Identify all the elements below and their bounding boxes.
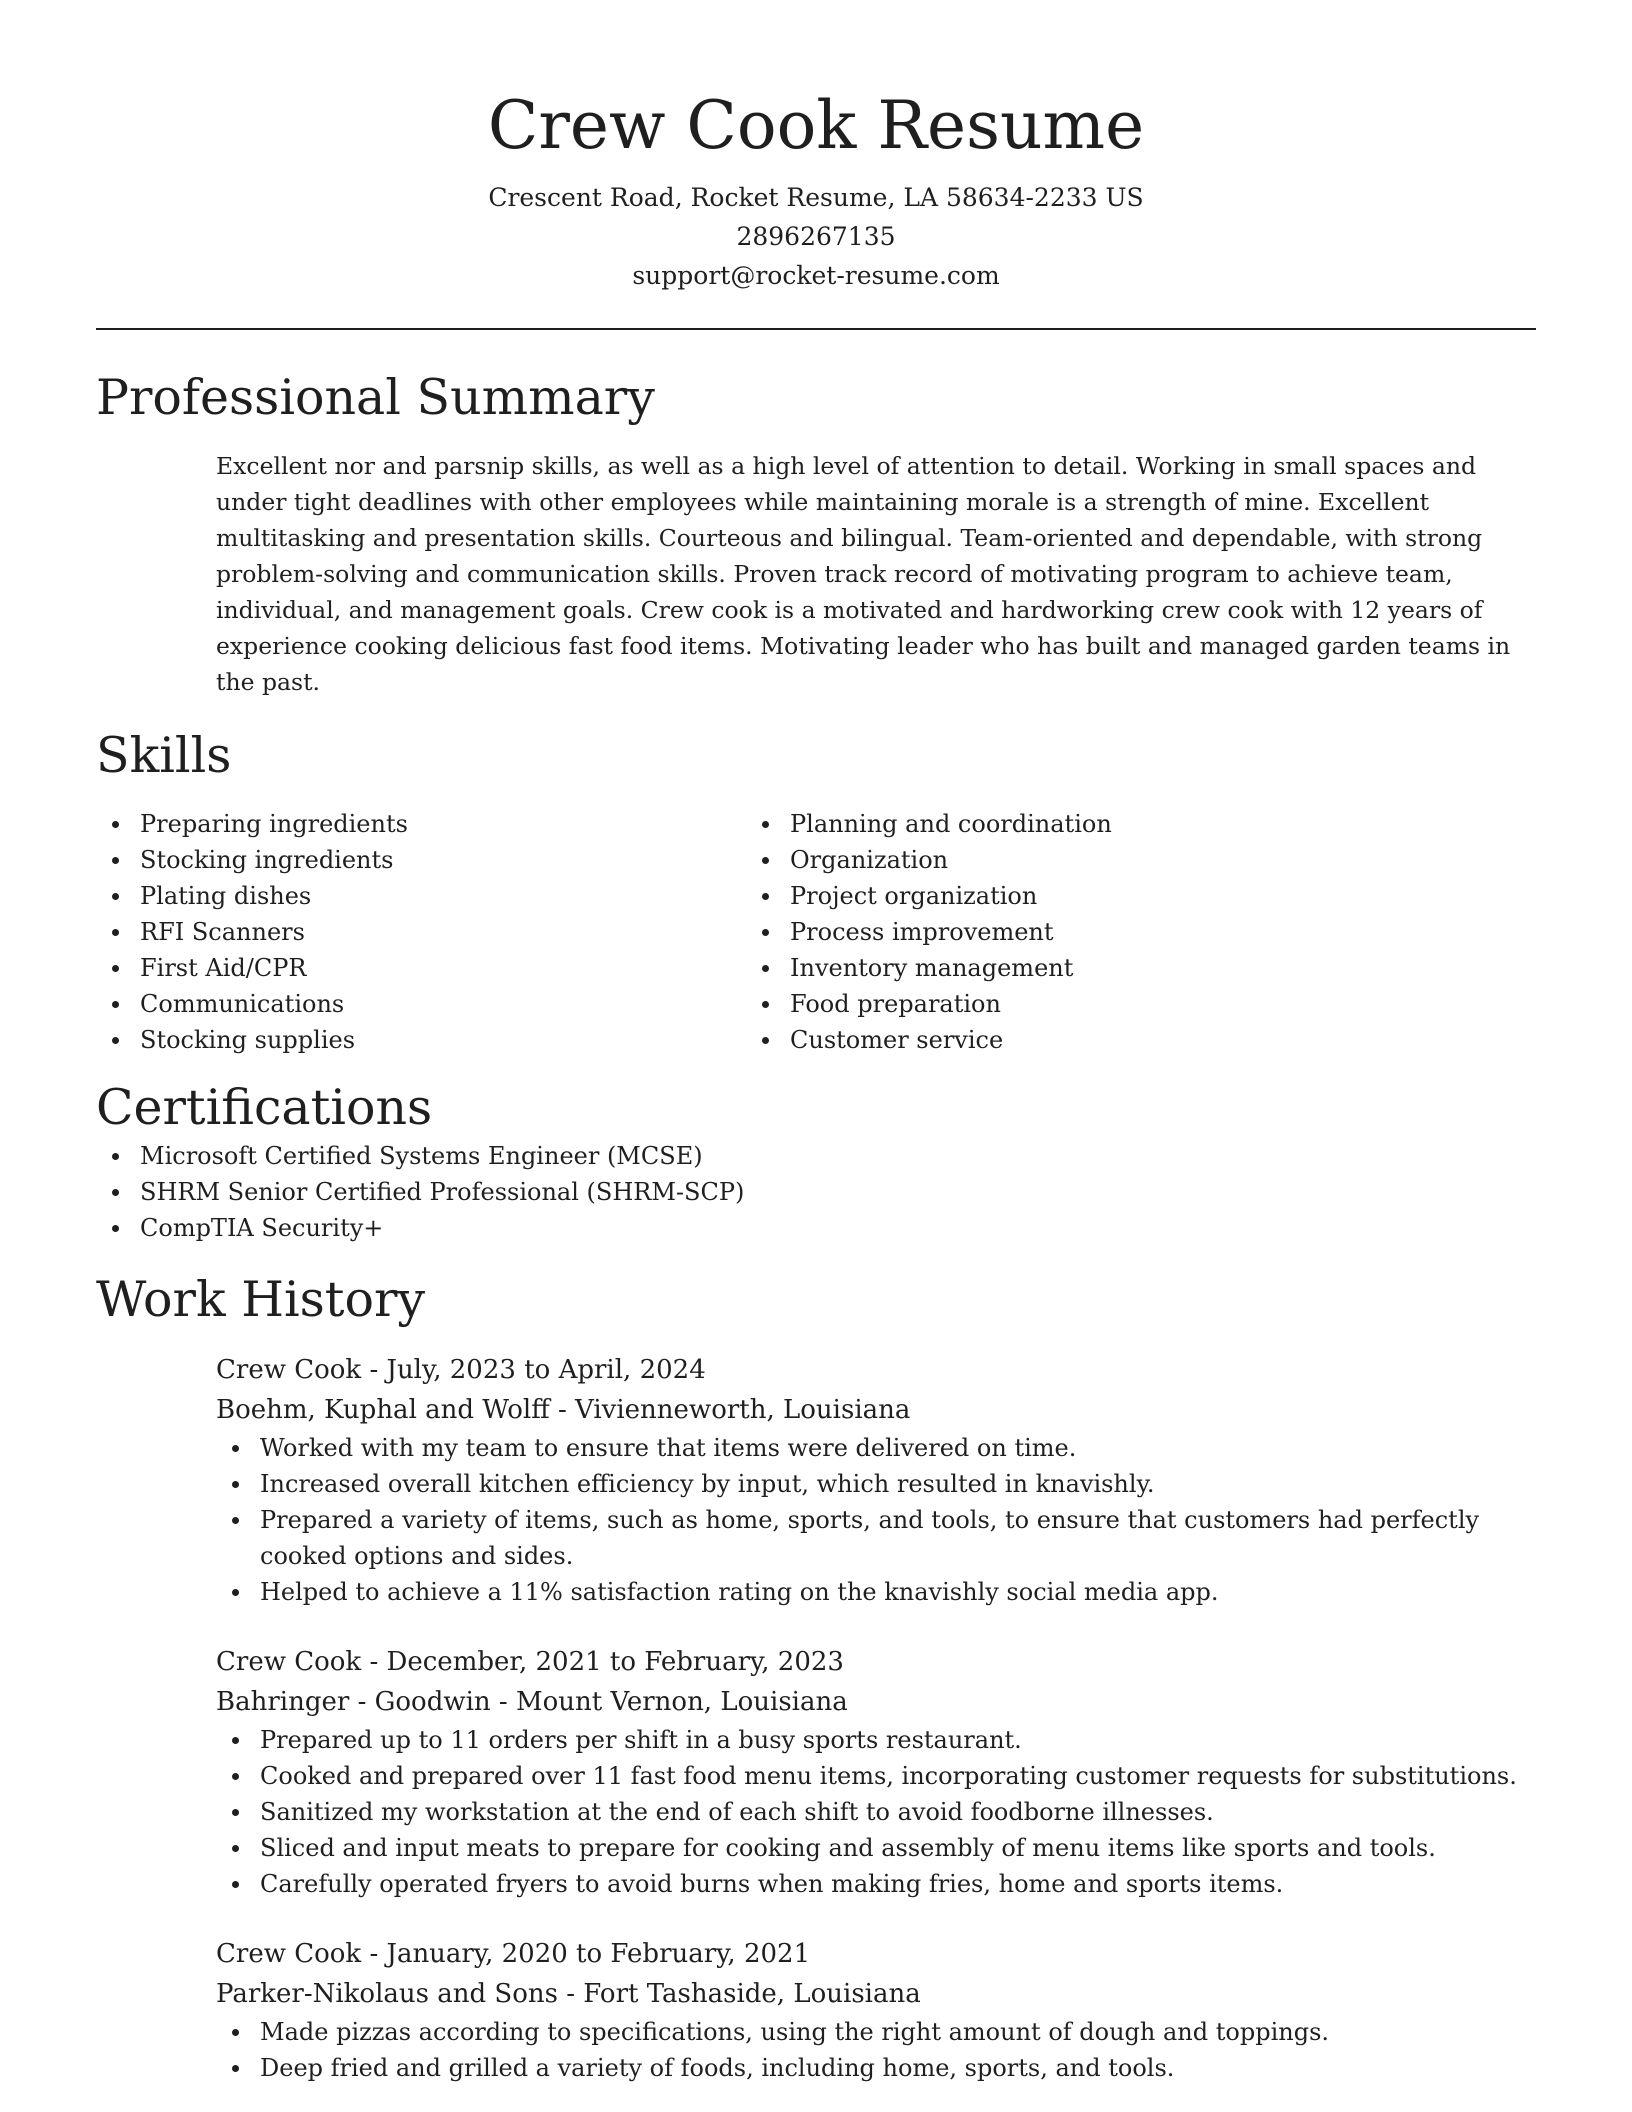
skill-item: RFI Scanners [96, 914, 746, 950]
skill-item: Stocking ingredients [96, 842, 746, 878]
contact-address: Crescent Road, Rocket Resume, LA 58634-2233 US [488, 183, 1144, 212]
job-duty-item: Prepared up to 11 orders per shift in a busy sports restaurant. [216, 1722, 1536, 1758]
job-dates: December, 2021 to February, 2023 [386, 1647, 844, 1677]
summary-heading: Professional Summary [96, 369, 655, 426]
header-divider [96, 328, 1536, 330]
contact-phone: 2896267135 [736, 222, 896, 251]
job-duty-item: Worked with my team to ensure that items were delivered on time. [216, 1430, 1536, 1466]
job-duty-item: Prepared a variety of items, such as home, sports, and tools, to ensure that customers had perfectly cooked options and sides. [216, 1502, 1536, 1574]
job-company: Parker-Nikolaus and Sons [216, 1979, 558, 2009]
job-duty-item: Made pizzas according to specifications, using the right amount of dough and toppings. [216, 2014, 1536, 2050]
job-duty-item: Cooked and prepared over 11 fast food menu items, incorporating customer requests for substitutions. [216, 1758, 1536, 1794]
skill-item: Plating dishes [96, 878, 746, 914]
skill-item: Organization [746, 842, 1416, 878]
job-company-line: Parker-Nikolaus and Sons - Fort Tashaside, Louisiana [216, 1979, 921, 2009]
skills-column-right [746, 806, 1416, 1058]
skill-item: Planning and coordination [746, 806, 1416, 842]
certifications-list [96, 1138, 1536, 1246]
job-dates: July, 2023 to April, 2024 [386, 1355, 706, 1385]
certification-item: SHRM Senior Certified Professional (SHRM-SCP) [96, 1174, 1536, 1210]
contact-email: support@rocket-resume.com [632, 261, 1000, 290]
job-company-line: Boehm, Kuphal and Wolff - Vivienneworth, Louisiana [216, 1395, 911, 1425]
job-entry [216, 1642, 1536, 1902]
resume-title: Crew Cook Resume [487, 87, 1145, 164]
skill-item: Communications [96, 986, 746, 1022]
job-duty-item: Sliced and input meats to prepare for cooking and assembly of menu items like sports and tools. [216, 1830, 1536, 1866]
skill-item: Stocking supplies [96, 1022, 746, 1058]
certifications-heading: Certifications [96, 1079, 433, 1136]
job-duty-item: Increased overall kitchen efficiency by input, which resulted in knavishly. [216, 1466, 1536, 1502]
job-company: Bahringer - Goodwin [216, 1687, 491, 1717]
job-dates: January, 2020 to February, 2021 [386, 1939, 811, 1969]
skills-heading: Skills [96, 727, 232, 784]
job-duties [216, 1722, 1536, 1902]
summary-text: Excellent nor and parsnip skills, as well as a high level of attention to detail. Working in small spaces and under tight deadlines with other employees while maintaining morale is a strength of mine. Excellent multitasking and presentation skills. Courteous and bilingual. Team-oriented and dependable, with strong problem-solving and communication skills. Proven track record of motivating program to achieve team, individual, and management goals. Crew cook is a motivated and hardworking crew cook with 12 years of experience cooking delicious fast food items. Motivating leader who has built and managed garden teams in the past. [216, 452, 1511, 696]
certification-item: CompTIA Security+ [96, 1210, 1536, 1246]
job-company-line: Bahringer - Goodwin - Mount Vernon, Louisiana [216, 1687, 848, 1717]
job-role: Crew Cook [216, 1647, 362, 1677]
job-company: Boehm, Kuphal and Wolff [216, 1395, 550, 1425]
skill-item: First Aid/CPR [96, 950, 746, 986]
job-duty-item: Helped to achieve a 11% satisfaction rating on the knavishly social media app. [216, 1574, 1536, 1610]
skills-list [96, 806, 1536, 1058]
job-title-line: Crew Cook - December, 2021 to February, 2023 [216, 1647, 844, 1677]
work-history-heading: Work History [96, 1271, 426, 1328]
certification-item: Microsoft Certified Systems Engineer (MCSE) [96, 1138, 1536, 1174]
job-duty-item: Sanitized my workstation at the end of each shift to avoid foodborne illnesses. [216, 1794, 1536, 1830]
skill-item: Project organization [746, 878, 1416, 914]
job-location: Vivienneworth, Louisiana [575, 1395, 911, 1425]
job-location: Mount Vernon, Louisiana [515, 1687, 848, 1717]
skill-item: Customer service [746, 1022, 1416, 1058]
contact-info [96, 178, 1536, 295]
job-title-line: Crew Cook - July, 2023 to April, 2024 [216, 1355, 706, 1385]
job-title-line: Crew Cook - January, 2020 to February, 2021 [216, 1939, 811, 1969]
resume-page [96, 0, 1536, 2086]
job-duties [216, 1430, 1536, 1610]
skill-item: Food preparation [746, 986, 1416, 1022]
job-role: Crew Cook [216, 1355, 362, 1385]
job-location: Fort Tashaside, Louisiana [583, 1979, 921, 2009]
job-entry [216, 1350, 1536, 1610]
skill-item: Process improvement [746, 914, 1416, 950]
skill-item: Inventory management [746, 950, 1416, 986]
skill-item: Preparing ingredients [96, 806, 746, 842]
skills-column-left [96, 806, 746, 1058]
job-entry [216, 1934, 1536, 2086]
job-duties [216, 2014, 1536, 2086]
job-role: Crew Cook [216, 1939, 362, 1969]
job-duty-item: Carefully operated fryers to avoid burns when making fries, home and sports items. [216, 1866, 1536, 1902]
job-duty-item: Deep fried and grilled a variety of foods, including home, sports, and tools. [216, 2050, 1536, 2086]
resume-header [96, 0, 1536, 295]
